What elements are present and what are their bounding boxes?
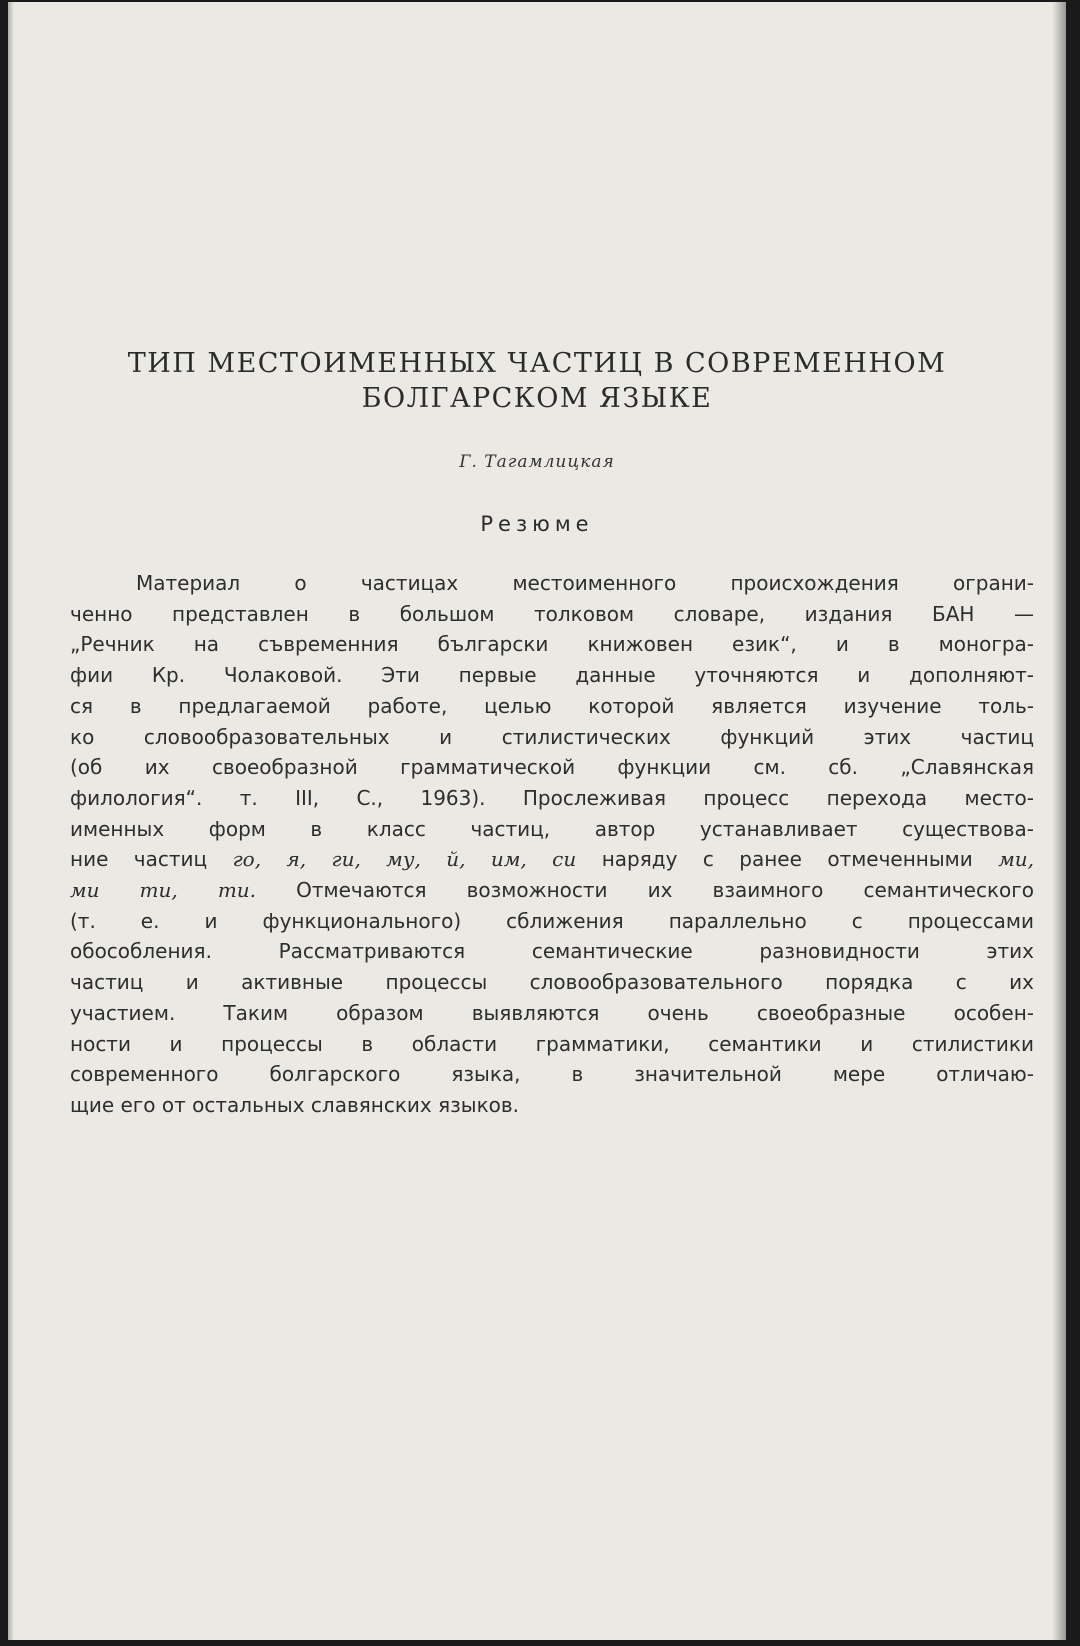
body-text-run: Отмечаются возможности их взаимного семантического: [296, 878, 1035, 903]
body-line: щие его от остальных славянских языков.: [70, 1092, 520, 1117]
body-line: фии Кр. Чолаковой. Эти первые данные уточняются и дополняют-: [70, 663, 1034, 688]
body-line: именных форм в класс частиц, автор устанавливает существова-: [70, 816, 1034, 841]
body-line: участием. Таким образом выявляются очень своеобразные особен-: [70, 1000, 1034, 1025]
body-line: ся в предлагаемой работе, целью которой является изучение толь-: [70, 693, 1034, 718]
body-line: Материал о частицах местоименного происхождения ограни-: [136, 571, 1034, 595]
body-text-run: ние частиц: [70, 847, 208, 872]
body-line: обособления. Рассматриваются семантические разновидности этих: [70, 939, 1034, 964]
summary-heading: Резюме: [480, 512, 594, 536]
scanned-page: [8, 2, 1066, 1640]
body-line: (т. е. и функционального) сближения параллельно с процессами: [70, 908, 1034, 933]
page-left-shadow: [8, 2, 14, 1640]
body-line: ности и процессы в области грамматики, семантики и стилистики: [70, 1031, 1034, 1056]
body-line: (об их своеобразной грамматической функции см. сб. „Славянская: [70, 755, 1034, 780]
italic-particles: ми,: [998, 847, 1035, 872]
italic-particles: ми ти, ти.: [70, 878, 257, 903]
body-line: филология“. т. III, С., 1963). Прослеживая процесс перехода место-: [70, 785, 1034, 810]
article-title: [8, 346, 1066, 416]
summary-paragraph: [70, 568, 1034, 1121]
body-text-run: наряду с ранее отмеченными: [601, 847, 973, 872]
body-line: ко словообразовательных и стилистических функций этих частиц: [70, 724, 1034, 749]
body-line: современного болгарского языка, в значительной мере отличаю-: [70, 1062, 1034, 1087]
body-line: [70, 875, 1034, 906]
body-line: [70, 844, 1034, 875]
body-line: ченно представлен в большом толковом словаре, издания БАН —: [70, 601, 1034, 626]
body-line: „Речник на съвременния български книжовен език“, и в моногра-: [70, 632, 1034, 657]
body-line: частиц и активные процессы словообразовательного порядка с их: [70, 970, 1034, 995]
title-line-1: ТИП МЕСТОИМЕННЫХ ЧАСТИЦ В СОВРЕМЕННОМ: [127, 348, 947, 379]
author-name: Г. Тагамлицкая: [459, 452, 615, 472]
page-edge-shadow: [1052, 2, 1066, 1640]
title-line-2: БОЛГАРСКОМ ЯЗЫКЕ: [361, 383, 713, 414]
italic-particles: го, я, ги, му, й, им, си: [232, 847, 577, 872]
